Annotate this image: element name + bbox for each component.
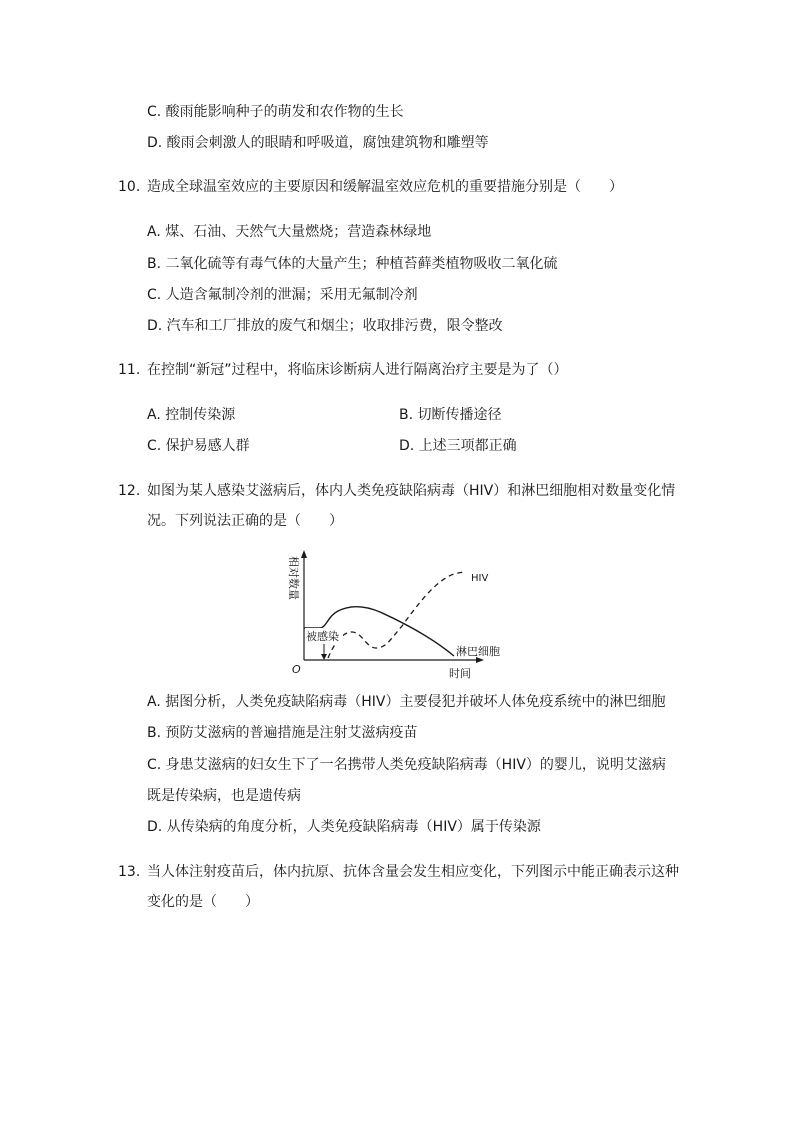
q11-option-d: D. 上述三项都正确 xyxy=(399,438,517,454)
y-axis-arrow xyxy=(301,550,307,558)
origin-label: O xyxy=(292,663,301,676)
hiv-curve xyxy=(328,572,466,658)
q9-option-d: D. 酸雨会刺激人的眼睛和呼吸道，腐蚀建筑物和雕塑等 xyxy=(147,135,489,151)
hiv-label: HIV xyxy=(471,573,489,584)
q12-number: 12. xyxy=(118,483,141,499)
hiv-lymphocyte-figure xyxy=(282,548,500,684)
q12-option-c-line1: C. 身患艾滋病的妇女生下了一名携带人类免疫缺陷病毒（HIV）的婴儿，说明艾滋病 xyxy=(147,757,666,773)
q12-stem-line2: 况。下列说法正确的是（ ） xyxy=(147,513,343,529)
q11-option-b: B. 切断传播途径 xyxy=(399,407,502,423)
q12-option-b: B. 预防艾滋病的普遍措施是注射艾滋病疫苗 xyxy=(147,725,418,741)
q11-number: 11. xyxy=(118,362,141,378)
q11-option-a: A. 控制传染源 xyxy=(147,407,236,423)
q11-option-c: C. 保护易感人群 xyxy=(147,438,250,454)
q12-option-d: D. 从传染病的角度分析，人类免疫缺陷病毒（HIV）属于传染源 xyxy=(147,819,541,835)
q9-option-c: C. 酸雨能影响种子的萌发和农作物的生长 xyxy=(147,104,404,120)
q12-option-a: A. 据图分析，人类免疫缺陷病毒（HIV）主要侵犯并破坏人体免疫系统中的淋巴细胞 xyxy=(147,694,666,710)
q11-stem: 在控制“新冠”过程中，将临床诊断病人进行隔离治疗主要是为了（） xyxy=(147,362,568,378)
q13-number: 13. xyxy=(118,864,141,880)
x-axis-label: 时间 xyxy=(449,667,471,680)
q13-stem-line2: 变化的是（ ） xyxy=(147,894,259,910)
lymphocyte-label: 淋巴细胞 xyxy=(456,645,500,658)
y-axis-label: 相对数量 xyxy=(287,556,300,600)
q10-option-a: A. 煤、石油、天然气大量燃烧；营造森林绿地 xyxy=(147,224,432,240)
q10-stem: 造成全球温室效应的主要原因和缓解温室效应危机的重要措施分别是（ ） xyxy=(147,179,623,195)
infected-label: 被感染 xyxy=(306,630,339,643)
q12-option-c-line2: 既是传染病，也是遗传病 xyxy=(147,788,301,804)
infected-arrow-head xyxy=(321,654,327,660)
q10-number: 10. xyxy=(118,179,141,195)
q10-option-b: B. 二氧化硫等有毒气体的大量产生；种植苔藓类植物吸收二氧化硫 xyxy=(147,256,558,272)
q13-stem-line1: 当人体注射疫苗后，体内抗原、抗体含量会发生相应变化，下列图示中能正确表示这种 xyxy=(147,864,679,880)
q12-stem-line1: 如图为某人感染艾滋病后，体内人类免疫缺陷病毒（HIV）和淋巴细胞相对数量变化情 xyxy=(147,483,676,499)
q10-option-d: D. 汽车和工厂排放的废气和烟尘；收取排污费，限令整改 xyxy=(147,318,503,334)
q10-option-c: C. 人造含氟制冷剂的泄漏；采用无氟制冷剂 xyxy=(147,287,418,303)
